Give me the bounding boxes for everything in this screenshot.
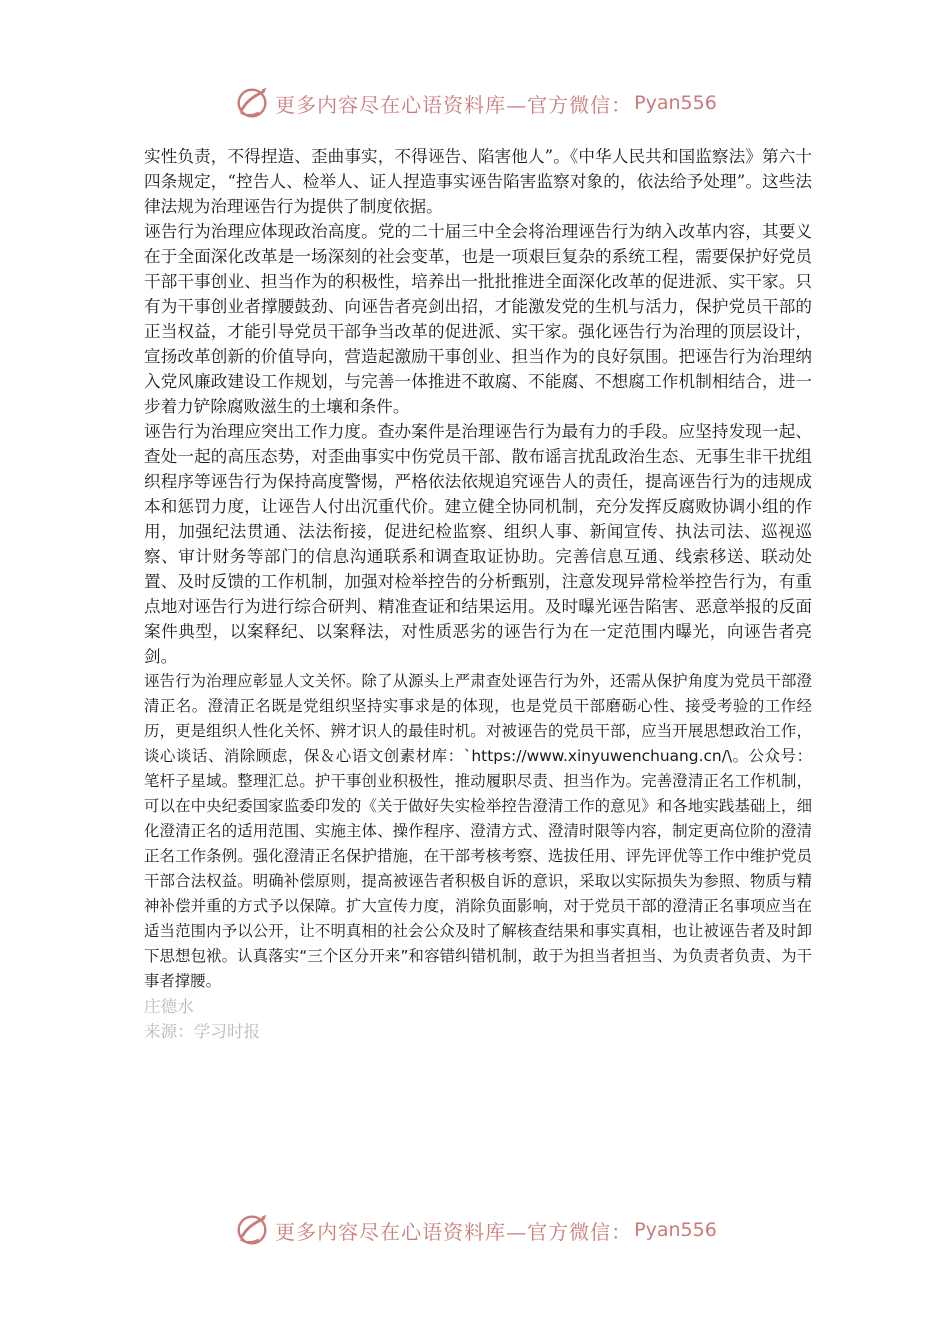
banner-wechat-id: Pyan556 [634, 1219, 717, 1241]
article-body [144, 144, 812, 1044]
footer-banner [0, 1210, 950, 1250]
pen-swirl-logo-icon [233, 84, 271, 122]
source-line: 来源：学习时报 [144, 1022, 261, 1041]
pen-swirl-logo-icon [233, 1211, 271, 1249]
paragraph-3: 诬告行为治理应突出工作力度。查办案件是治理诬告行为最有力的手段。应坚持发现一起、查处一起的高压态势，对歪曲事实中伤党员干部、散布谣言扰乱政治生态、无事生非干扰组织程序等诬告行为保持高度警惕，严格依法依规追究诬告人的责任，提高诬告行为的违规成本和惩罚力度，让诬告人付出沉重代价。建立健全协同机制，充分发挥反腐败协调小组的作用，加强纪法贯通、法法衔接，促进纪检监察、组织人事、新闻宣传、执法司法、巡视巡察、审计财务等部门的信息沟通联系和调查取证协助。完善信息互通、线索移送、联动处置、及时反馈的工作机制，加强对检举控告的分析甄别，注意发现异常检举控告行为，有重点地对诬告行为进行综合研判、精准查证和结果运用。及时曝光诬告陷害、恶意举报的反面案件典型，以案释纪、以案释法，对性质恶劣的诬告行为在一定范围内曝光，向诬告者亮剑。 [144, 422, 812, 666]
banner-text: 更多内容尽在心语资料库—官方微信： [275, 1219, 633, 1244]
author-name: 庄德水 [144, 997, 194, 1016]
paragraph-2: 诬告行为治理应体现政治高度。党的二十届三中全会将治理诬告行为纳入改革内容，其要义在于全面深化改革是一场深刻的社会变革，也是一项艰巨复杂的系统工程，需要保护好党员干部干事创业、担当作为的积极性，培养出一批批推进全面深化改革的促进派、实干家。只有为干事创业者撑腰鼓劲、向诬告者亮剑出招，才能激发党的生机与活力，保护党员干部的正当权益，才能引导党员干部争当改革的促进派、实干家。强化诬告行为治理的顶层设计，宣扬改革创新的价值导向，营造起激励干事创业、担当作为的良好氛围。把诬告行为治理纳入党风廉政建设工作规划，与完善一体推进不敢腐、不能腐、不想腐工作机制相结合，进一步着力铲除腐败滋生的土壤和条件。 [144, 222, 812, 416]
paragraph-1: 实性负责，不得捏造、歪曲事实，不得诬告、陷害他人”。《中华人民共和国监察法》第六十四条规定，“控告人、检举人、证人捏造事实诬告陷害监察对象的，依法给予处理”。这些法律法规为治理诬告行为提供了制度依据。 [144, 147, 812, 216]
banner-text: 更多内容尽在心语资料库—官方微信： [275, 92, 633, 117]
paragraph-4: 诬告行为治理应彰显人文关怀。除了从源头上严肃查处诬告行为外，还需从保护角度为党员干部澄清正名。澄清正名既是党组织坚持实事求是的体现，也是党员干部磨砺心性、接受考验的工作经历，更是组织人性化关怀、辨才识人的最佳时机。对被诬告的党员干部，应当开展思想政治工作，谈心谈话、消除顾虑，保＆心语文创素材库：`https://www.xinyuwenchuang.cn/\。公众号：笔杆子星域。整理汇总。护干事创业积极性，推动履职尽责、担当作为。完善澄清正名工作机制，可以在中央纪委国家监委印发的《关于做好失实检举控告澄清工作的意见》和各地实践基础上，细化澄清正名的适用范围、实施主体、操作程序、澄清方式、澄清时限等内容，制定更高位阶的澄清正名工作条例。强化澄清正名保护措施，在干部考核考察、选拔任用、评先评优等工作中维护党员干部合法权益。明确补偿原则，提高被诬告者积极自诉的意识，采取以实际损失为参照、物质与精神补偿并重的方式予以保障。扩大宣传力度，消除负面影响，对于党员干部的澄清正名事项应当在适当范围内予以公开，让不明真相的社会公众及时了解核查结果和事实真相，也让被诬告者及时卸下思想包袱。认真落实“三个区分开来”和容错纠错机制，敢于为担当者担当、为负责者负责、为干事者撑腰。 [144, 672, 812, 990]
banner-wechat-id: Pyan556 [634, 92, 717, 114]
header-banner [0, 83, 950, 123]
